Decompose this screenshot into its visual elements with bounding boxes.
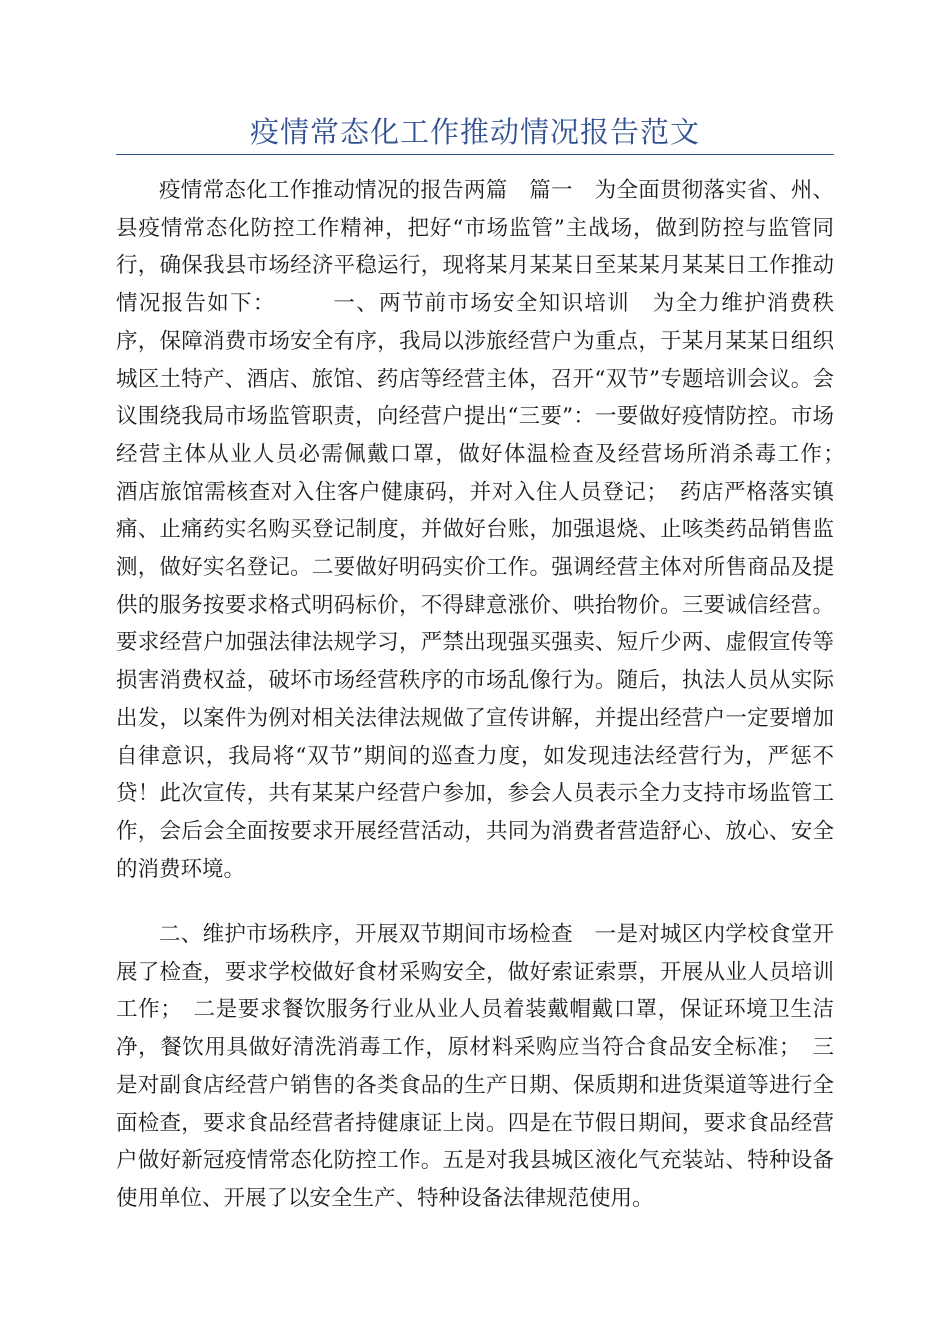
paragraph-2: 二、维护市场秩序，开展双节期间市场检查 一是对城区内学校食堂开展了检查，要求学校做好食材采购安全，做好索证索票，开展从业人员培训工作； 二是要求餐饮服务行业从业人员着装戴帽戴口罩，保证环境卫生洁净，餐饮用具做好清洗消毒工作，原材料采购应当符合食品安全标准； 三是对副食店经营户销售的各类食品的生产日期、保质期和进货渠道等进行全面检查，要求食品经营者持健康证上岗。四是在节假日期间，要求食品经营户做好新冠疫情常态化防控工作。五是对我县城区液化气充装站、特种设备使用单位、开展了以安全生产、特种设备法律规范使用。 (116, 922, 834, 1211)
paragraph-1: 疫情常态化工作推动情况的报告两篇 篇一 为全面贯彻落实省、州、县疫情常态化防控工作精神，把好“市场监管”主战场，做到防控与监管同行，确保我县市场经济平稳运行，现将某月某某日至某某月某某日工作推动情况报告如下： 一、两节前市场安全知识培训 为全力维护消费秩序，保障消费市场安全有序，我局以涉旅经营户为重点，于某月某某日组织城区土特产、酒店、旅馆、药店等经营主体，召开“双节”专题培训会议。会议围绕我局市场监管职责，向经营户提出“三要”：一要做好疫情防控。市场经营主体从业人员必需佩戴口罩，做好体温检查及经营场所消杀毒工作； 酒店旅馆需核查对入住客户健康码，并对入住人员登记； 药店严格落实镇痛、止痛药实名购买登记制度，并做好台账，加强退烧、止咳类药品销售监测，做好实名登记。二要做好明码实价工作。强调经营主体对所售商品及提供的服务按要求格式明码标价，不得肆意涨价、哄抬物价。三要诚信经营。要求经营户加强法律法规学习，严禁出现强买强卖、短斤少两、虚假宣传等损害消费权益，破坏市场经营秩序的市场乱像行为。随后，执法人员从实际出发，以案件为例对相关法律法规做了宣传讲解，并提出经营户一定要增加自律意识，我局将“双节”期间的巡查力度，如发现违法经营行为，严惩不贷！此次宣传，共有某某户经营户参加，参会人员表示全力支持市场监管工作，会后会全面按要求开展经营活动，共同为消费者营造舒心、放心、安全的消费环境。 (116, 178, 856, 882)
document-title: 疫情常态化工作推动情况报告范文 (249, 115, 700, 149)
title-underline (116, 154, 834, 155)
